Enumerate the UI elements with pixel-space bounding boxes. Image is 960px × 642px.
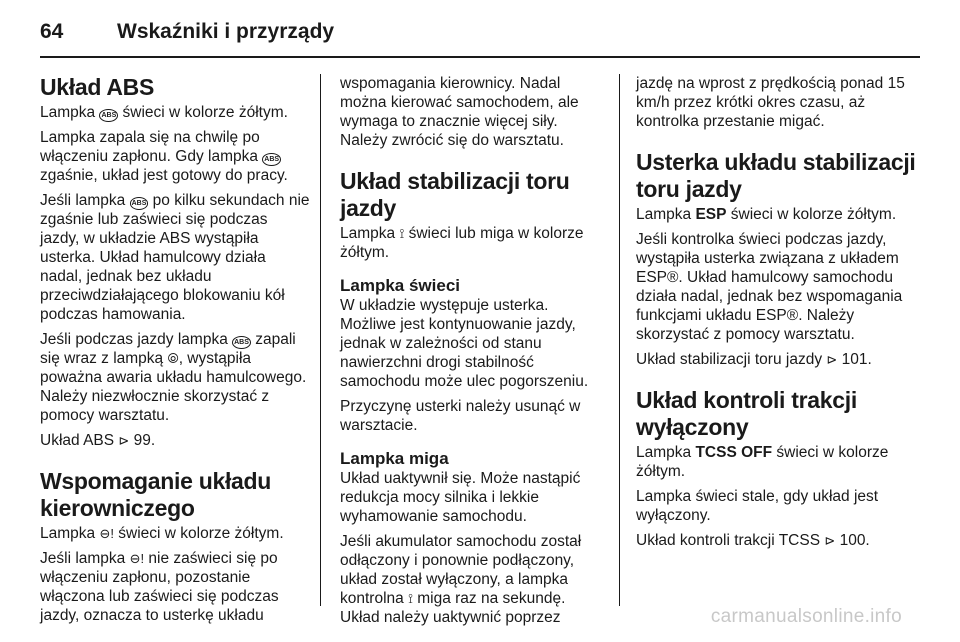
heading-stability-control: Układ stabilizacji toru jazdy	[340, 168, 570, 221]
heading-lamp-blinking: Lampka miga	[340, 449, 449, 468]
esc-warning-icon: ⟟	[408, 591, 413, 606]
header-rule	[40, 56, 920, 58]
paragraph: wspomagania kierownicy. Nadal można kierować samochodem, ale wymaga to znacznie więcej siły. Należy zwrócić się do warsztatu.	[340, 75, 579, 149]
brake-warning-icon: ⦾	[167, 350, 179, 366]
paragraph: Jeśli kontrolka świeci podczas jazdy, wystąpiła usterka związana z układem ESP®. Układ hamulcowy samochodu działa nadal, jednak bez wspomagania funkcjami układu ESP®. Należy skorzystać z pomocy warsztatu.	[636, 231, 903, 343]
page-title: Wskaźniki i przyrządy	[117, 20, 335, 43]
paragraph: Jeśli lampka ABS po kilku sekundach nie zgaśnie lub zaświeci się podczas jazdy, w układzie ABS wystąpiła usterka. Układ hamulcowy działa nadal, jednak bez układu przeciwdziałającego blokowaniu kół podczas hamowania.	[40, 192, 310, 323]
paragraph: Lampka TCSS OFF świeci w kolorze żółtym.	[636, 444, 889, 480]
paragraph: Układ uaktywnił się. Może nastąpić redukcja mocy silnika i lekkie wyhamowanie samochodu.	[340, 470, 581, 525]
paragraph: jazdę na wprost z prędkością ponad 15 km/h przez krótki okres czasu, aż kontrolka przestanie migać.	[636, 75, 905, 130]
paragraph: Układ ABS ⊳ 99.	[40, 432, 156, 449]
tcs-off-label: TCSS OFF	[695, 444, 773, 461]
paragraph: Lampka świeci stale, gdy układ jest wyłączony.	[636, 488, 879, 524]
column-3	[636, 74, 920, 556]
steering-warning-icon: ⊖!	[129, 551, 145, 566]
paragraph: Jeśli lampka ⊖! nie zaświeci się po włączeniu zapłonu, pozostanie włączona lub zaświeci się podczas jazdy, oznacza to usterkę układu	[40, 550, 279, 624]
abs-warning-icon: ABS	[99, 109, 118, 122]
column-divider-2	[619, 74, 620, 606]
heading-traction-control-off: Układ kontroli trakcji wyłączony	[636, 387, 857, 440]
page-reference-icon: ⊳	[118, 433, 130, 448]
abs-warning-icon: ABS	[130, 197, 149, 210]
page-reference-icon: ⊳	[824, 533, 836, 548]
paragraph: Jeśli akumulator samochodu został odłączony i ponownie podłączony, układ został wyłączony, a lampka kontrolna ⟟ miga raz na sekundę. Układ należy uaktywnić poprzez	[340, 533, 582, 626]
esc-warning-icon: ⟟	[399, 226, 405, 241]
heading-stability-fault: Usterka układu stabilizacji toru jazdy	[636, 149, 916, 202]
paragraph: Lampka zapala się na chwilę po włączeniu zapłonu. Gdy lampka ABS zgaśnie, układ jest gotowy do pracy.	[40, 129, 288, 184]
page-number: 64	[40, 20, 64, 43]
paragraph: Przyczynę usterki należy usunąć w warsztacie.	[340, 398, 581, 434]
page-reference-icon: ⊳	[826, 352, 838, 367]
heading-lamp-on: Lampka świeci	[340, 276, 461, 295]
paragraph: Lampka ⊖! świeci w kolorze żółtym.	[40, 525, 284, 542]
heading-abs: Układ ABS	[40, 74, 155, 100]
paragraph: Jeśli podczas jazdy lampka ABS zapali się wraz z lampką ⦾, wystąpiła poważna awaria układu hamulcowego. Należy niezwłocznie skorzystać z pomocy warsztatu.	[40, 331, 307, 424]
steering-warning-icon: ⊖!	[99, 526, 114, 541]
esp-label: ESP	[695, 206, 727, 223]
abs-warning-icon: ABS	[262, 153, 281, 166]
watermark: carmanualsonline.info	[710, 606, 902, 627]
paragraph: W układzie występuje usterka. Możliwe jest kontynuowanie jazdy, jednak w zależności od stanu nawierzchni drogi stabilność samochodu może ulec pogorszeniu.	[340, 297, 589, 390]
abs-warning-icon: ABS	[232, 336, 251, 349]
paragraph: Lampka ⟟ świeci lub miga w kolorze żółtym.	[340, 225, 584, 261]
heading-power-steering: Wspomaganie układu kierowniczego	[40, 468, 272, 521]
column-divider-1	[320, 74, 321, 606]
paragraph: Układ kontroli trakcji TCSS ⊳ 100.	[636, 532, 870, 549]
paragraph: Lampka ESP świeci w kolorze żółtym.	[636, 206, 897, 223]
page-header	[40, 12, 920, 52]
paragraph: Układ stabilizacji toru jazdy ⊳ 101.	[636, 351, 872, 368]
column-2	[340, 74, 608, 633]
paragraph: Lampka ABS świeci w kolorze żółtym.	[40, 104, 288, 121]
column-1	[40, 74, 310, 631]
